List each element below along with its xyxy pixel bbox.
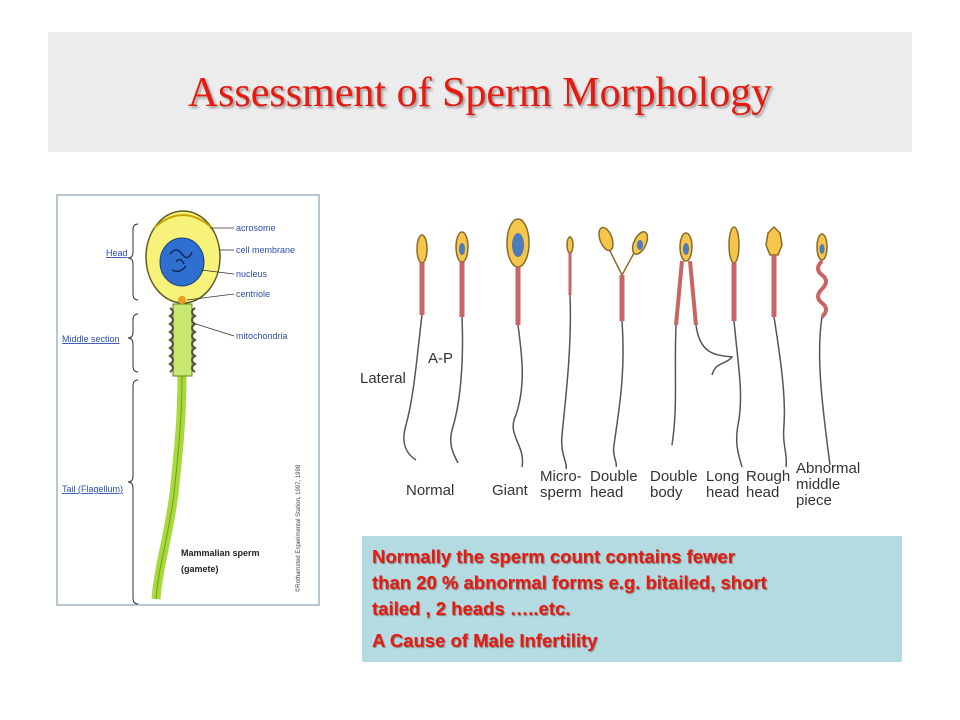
label-ap: A-P — [428, 350, 454, 367]
middle-section — [173, 304, 192, 376]
label-lateral: Lateral — [360, 370, 406, 387]
label-line: head — [590, 484, 624, 501]
label-mitochondria: mitochondria — [236, 331, 288, 341]
label-line: sperm — [540, 484, 582, 501]
note-cause: A Cause of Male Infertility — [372, 630, 598, 651]
label-line: Double — [590, 468, 638, 485]
title-band — [48, 32, 912, 152]
label-line: Rough — [746, 468, 791, 485]
label-line: middle — [796, 476, 841, 493]
label-tail: Tail (Flagellum) — [62, 484, 124, 494]
label-line: head — [706, 484, 740, 501]
label-line: Long — [706, 468, 740, 485]
label-giant: Giant — [492, 482, 528, 499]
label-line: piece — [796, 492, 832, 509]
label-head: Head — [106, 248, 128, 258]
label-line: Abnormal — [796, 460, 861, 477]
page-title: Assessment of Sperm Morphology — [187, 70, 773, 116]
centriole — [178, 296, 186, 304]
label-cell-membrane: cell membrane — [236, 245, 296, 255]
label-micro-sperm — [540, 468, 582, 501]
sperm-forms-diagram — [356, 205, 866, 530]
note-box — [362, 536, 902, 662]
mammalian-sperm-diagram — [56, 194, 320, 606]
label-line: Double — [650, 468, 698, 485]
label-normal: Normal — [406, 482, 455, 499]
label-acrosome: acrosome — [236, 223, 276, 233]
label-nucleus: nucleus — [236, 269, 268, 279]
note-text: Normally the sperm count contains fewer than 20 % abnormal forms e.g. bitailed, short tailed , 2 heads …..etc. — [372, 546, 767, 619]
label-line: head — [746, 484, 780, 501]
label-line: body — [650, 484, 683, 501]
caption-line-1: Mammalian sperm — [181, 548, 260, 558]
copyright-credit: ©Rothamsted Experimental Station, 1997, 1998 — [296, 464, 302, 592]
label-line: Micro- — [540, 468, 582, 485]
label-centriole: centriole — [236, 289, 271, 299]
label-middle-section: Middle section — [62, 334, 120, 344]
caption-line-2: (gamete) — [181, 564, 219, 574]
label-long-head — [706, 468, 739, 501]
